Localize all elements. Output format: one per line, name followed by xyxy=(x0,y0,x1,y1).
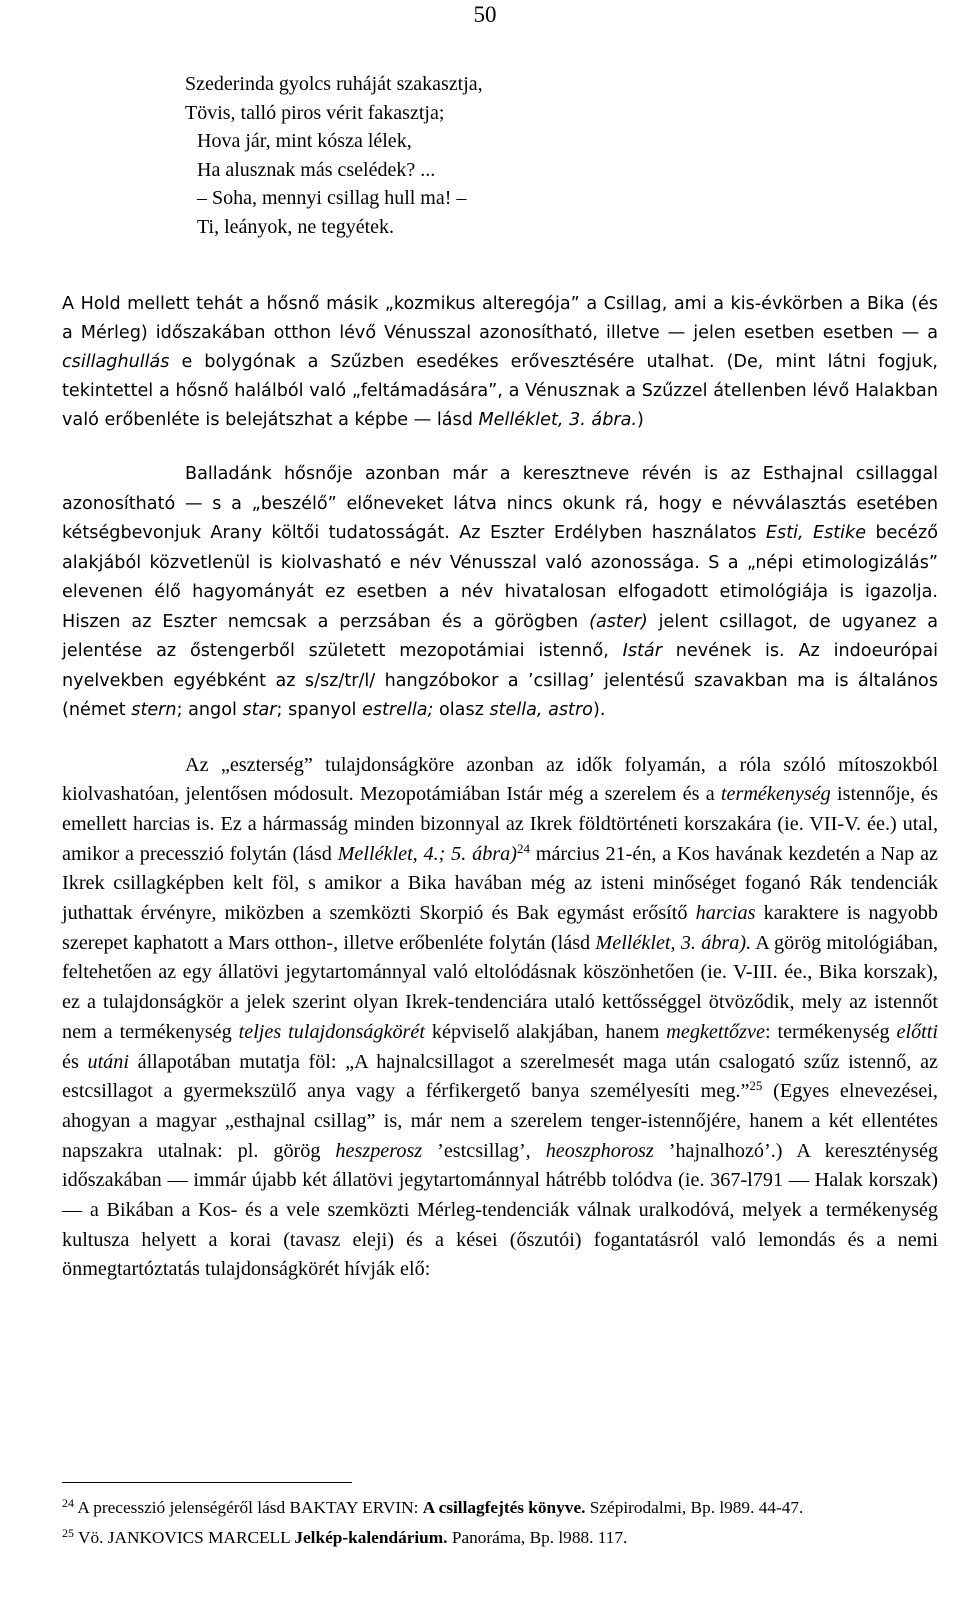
poem-line: Ti, leányok, ne tegyétek. xyxy=(197,215,395,238)
paragraph-eszterseg xyxy=(62,751,938,1286)
text-run: és xyxy=(62,1050,88,1073)
text-run: becéző alakjából közvetlenül is kiolvasható e név Vénusszal való azonossága. S a „népi etimologizálás” elevenen élő hagyományát ez esetben a név hivatalosan elfogadott etimológiája is igazolja. Hiszen az Eszter nemcsak a perzsában és a görögben xyxy=(62,523,938,632)
text-run: : termékenység xyxy=(764,1020,897,1043)
italic-reference: Melléklet, 3. ábra). xyxy=(595,931,752,954)
text-run: képviselő alakjában, hanem xyxy=(424,1020,667,1043)
text-run: Balladánk hősnője azonban már a keresztneve révén is az Esthajnal csillaggal azonosítható — s a „beszélő” előneveket látva nincs okunk rá, hogy e névválasztás esetében kétségbevonjuk Arany költői tudatosságát. Az Eszter Erdélyben használatos xyxy=(62,464,938,543)
italic-term: estrella; xyxy=(362,700,434,720)
italic-term: utáni xyxy=(87,1050,129,1073)
footnote-book-title: A csillagfejtés könyve. xyxy=(422,1498,586,1517)
poem-line: – Soha, mennyi csillag hull ma! – xyxy=(197,187,467,210)
text-run: ). xyxy=(592,700,606,720)
text-run: Az „eszterség” tulajdonságköre azonban az idők folyamán, a róla szóló mítoszokból kiolvashatóan, jelentősen módosult. Mezopotámiában Istár még a szerelem és a xyxy=(62,753,938,806)
footnote-ref-24[interactable]: 24 xyxy=(516,840,530,856)
text-run: (Egyes elnevezései, ahogyan a magyar „esthajnal csillag” is, már nem a szerelem tenger-istennőjére, hanem a két ellentétes napszakra utalnak: pl. görög xyxy=(62,1080,938,1162)
paragraph-esthajnal xyxy=(62,460,938,726)
italic-term: teljes tulajdonságkörét xyxy=(238,1020,425,1043)
text-run: állapotában mutatja föl: „A hajnalcsillagot a szerelmesét maga után csalogató szűz istennő, az estcsillagot a gyermekszülő anya vagy a férfikergető banya személyesíti meg.” xyxy=(62,1050,938,1103)
text-run: ; spanyol xyxy=(276,700,362,720)
footnote-number: 25 xyxy=(62,1526,74,1540)
footnote-divider xyxy=(62,1482,352,1483)
text-run: e bolygónak a Szűzben esedékes erővesztésére utalhat. (De, mint látni fogjuk, tekintettel a hősnő halálból való „feltámadására”, a Vénusznak a Szűzzel átellenben lévő Halakban való erőbenléte is belejátszhat a képbe — lásd xyxy=(62,352,938,430)
italic-term: előtti xyxy=(896,1020,939,1043)
footnote-text: Panoráma, Bp. l988. 117. xyxy=(447,1528,628,1547)
italic-term: harcias xyxy=(695,902,756,925)
paragraph-hold-csillag xyxy=(62,290,938,435)
italic-term: csillaghullás xyxy=(62,352,170,372)
italic-term: stella, astro xyxy=(489,700,593,720)
text-run: ; angol xyxy=(176,700,243,720)
italic-reference: Melléklet, 3. ábra. xyxy=(478,410,637,430)
footnote-text: Vö. JANKOVICS MARCELL xyxy=(74,1528,295,1547)
italic-term: megkettőzve xyxy=(666,1020,765,1043)
poem-line: Hova jár, mint kósza lélek, xyxy=(197,130,412,153)
text-run: ’estcsillag’, xyxy=(422,1139,546,1162)
footnote-25 xyxy=(62,1526,938,1550)
text-run: jelent csillagot, de ugyanez a jelentése az őstengerből született mezopotámiai istennő, xyxy=(62,611,939,661)
footnote-ref-25[interactable]: 25 xyxy=(749,1078,763,1094)
italic-term: heszperosz xyxy=(335,1139,423,1162)
footnote-book-title: Jelkép-kalendárium. xyxy=(294,1528,448,1547)
poem-line: Ha alusznak más cselédek? ... xyxy=(197,158,436,181)
page-number: 50 xyxy=(473,2,497,27)
text-run: istennője, és emellett harcias is. Ez a hármasság minden bizonnyal az Ikrek földtörténeti korszakára (ie. VII-V. ée.) utal, amikor a precesszió folytán (lásd xyxy=(62,783,939,865)
italic-reference: Melléklet, 4.; 5. ábra) xyxy=(337,842,517,865)
text-run: olasz xyxy=(433,700,490,720)
italic-term: stern xyxy=(131,700,177,720)
footnotes xyxy=(62,1496,938,1556)
poem-line: Tövis, talló piros vérit fakasztja; xyxy=(185,101,445,124)
text-run: ’hajnalhozó’.) A kereszténység időszakában — immár újabb két állatövi jegytartománnyal hátrébb tolódva (ie. 367-l791 — Halak korszak) — a Bikában a Kos- és a vele szemközti Mérleg-tendenciák válnak uralkodóvá, melyek a termékenység kultusza helyett a korai (tavasz eleji) és a kései (őszutói) fogantatásról való lemondás és a nemi önmegtartóztatás tulajdonságkörét hívják elő: xyxy=(62,1139,938,1281)
text-run: A Hold mellett tehát a hősnő másik „kozmikus alteregója” a Csillag, ami a kis-évkörben a Bika (és a Mérleg) időszakában otthon lévő Vénusszal azonosítható, illetve — jelen esetben esetben — a xyxy=(62,294,938,343)
footnote-text: A precesszió jelenségéről lásd BAKTAY ERVIN: xyxy=(74,1498,423,1517)
italic-term: Istár xyxy=(622,641,662,661)
italic-term: termékenység xyxy=(720,783,831,806)
text-run: A görög mitológiában, feltehetően az egy állatövi jegytartománnyal való eltolódásnak köszönhetően (ie. V-III. ée., Bika korszak), ez a tulajdonságkör a jelek szerint olyan Ikrek-tendenciára utaló kettősséggel ötvöződik, mely az istennőt nem a termékenység xyxy=(62,931,938,1043)
text-run: ) xyxy=(637,410,644,430)
text-run: nevének is. Az indoeurópai nyelvekben egyébként az s/sz/tr/l/ hangzóbokor a ’csillag’ jelentésű szavakban ma is általános (német xyxy=(62,641,938,720)
text-run: karaktere is nagyobb szerepet kaphatott a Mars otthon-, illetve erőbenléte folytán (lásd xyxy=(62,902,938,954)
body-text xyxy=(62,290,938,1285)
footnote-24 xyxy=(62,1496,938,1520)
italic-term: (aster) xyxy=(589,611,648,632)
poem-line: Szederinda gyolcs ruháját szakasztja, xyxy=(185,73,483,95)
footnote-text: Szépirodalmi, Bp. l989. 44-47. xyxy=(585,1498,804,1517)
italic-term: star xyxy=(242,700,277,720)
italic-term: heoszphorosz xyxy=(545,1139,654,1162)
footnote-number: 24 xyxy=(62,1496,74,1510)
text-run: március 21-én, a Kos havának kezdetén a Nap az Ikrek csillagképben kelt föl, s amikor a Bika havában még az isteni minőséget foganó Rák tendenciák juthattak érvényre, miközben a szemközti Skorpió és Bak egymást erősítő xyxy=(62,842,938,925)
poem-stanza xyxy=(185,70,483,242)
italic-term: Esti, Estike xyxy=(765,523,867,543)
